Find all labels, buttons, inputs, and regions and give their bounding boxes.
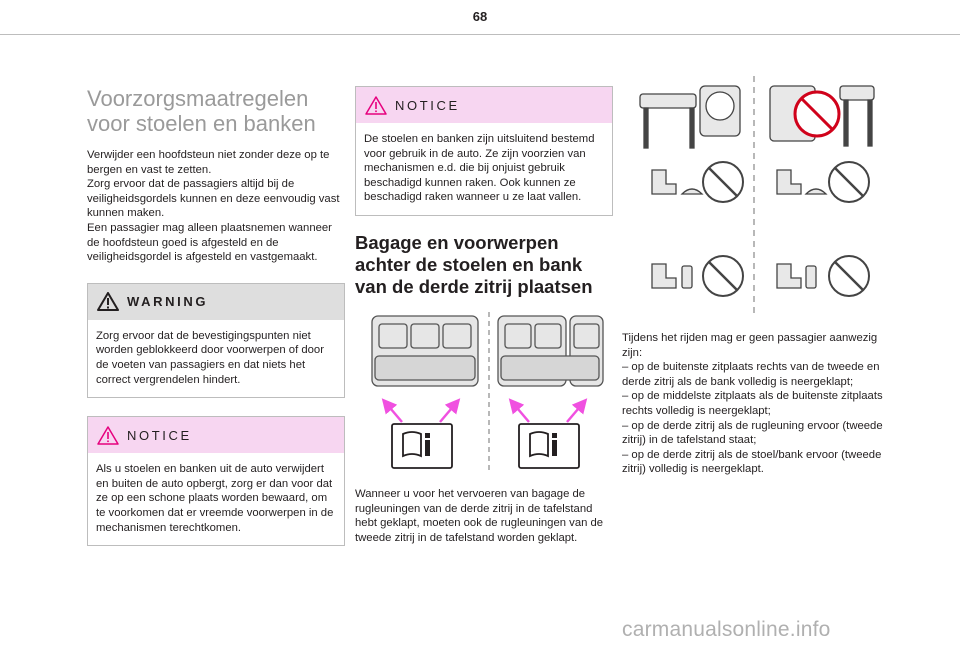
warning-box	[87, 283, 345, 398]
column-3	[622, 76, 887, 477]
notice-box	[87, 416, 345, 546]
column-2	[355, 86, 613, 545]
section-title: Voorzorgsmaatregelen voor stoelen en banken	[87, 86, 316, 136]
notice-triangle-icon	[365, 96, 387, 115]
watermark: carmanualsonline.info	[622, 618, 831, 641]
occupancy-body: Tijdens het rijden mag er geen passagier aanwezig zijn: – op de buitenste zitplaats rechts van de tweede en derde zitrij als de bank volledig is neergeklapt; – op de middelste zitplaats als de buitenste zitplaats rechts volledig is neergeklapt; – op de derde zitrij als de rugleuning ervoor (tweede zitrij) in de tafelstand staat; – op de derde zitrij als de stoel/bank ervoor (tweede zitrij) volledig is neergeklapt.	[622, 332, 883, 476]
occupancy-illustrations	[622, 76, 887, 321]
notice-box-2	[355, 86, 613, 216]
notice-title: NOTICE	[127, 427, 192, 443]
column-1	[87, 86, 345, 546]
seat-table-position-illustration	[355, 312, 613, 472]
warning-body: Zorg ervoor dat de bevestigingspunten niet worden geblokkeerd door voorwerpen of door de voeten van passagiers en dat niets het correct vergrendelen hindert.	[96, 329, 324, 386]
warning-header	[88, 284, 344, 320]
notice-triangle-icon	[97, 426, 119, 445]
no-passenger-diagrams	[622, 76, 887, 316]
folded-seats-illustration	[355, 312, 613, 477]
header-divider	[0, 34, 960, 35]
notice-title-2: NOTICE	[395, 97, 460, 113]
notice-body-2: De stoelen en banken zijn uitsluitend bestemd voor gebruik in de auto. Ze zijn voorzien van mechanismen e.d. die bij onjuist gebruik beschadigd kunnen raken. Ook kunnen ze beschadigd raken wanneer u ze laat vallen.	[364, 133, 595, 204]
page-number: 68	[472, 9, 488, 24]
notice-header	[88, 417, 344, 453]
luggage-body: Wanneer u voor het vervoeren van bagage de rugleuningen van de derde zitrij in de tafelstand hebt geklapt, moeten ook de rugleuningen van de tweede zitrij in de tafelstand worden geklapt.	[355, 487, 604, 544]
warning-triangle-icon	[97, 292, 119, 311]
luggage-section-title: Bagage en voorwerpen achter de stoelen en bank van de derde zitrij plaatsen	[355, 231, 593, 297]
intro-text: Verwijder een hoofdsteun niet zonder deze op te bergen en vast te zetten. Zorg ervoor dat de passagiers altijd bij de veiligheidsgordels kunnen en deze eenvoudig vast kunnen maken. Een passagier mag alleen plaatsnemen wanneer de hoofdsteun goed is afgesteld en de veiligheidsgordel is afgesteld en vastgemaakt.	[87, 149, 340, 264]
notice-body: Als u stoelen en banken uit de auto verwijdert en buiten de auto opbergt, zorg er dan voor dat ze op een schone plaats worden bewaard, om te voorkomen dat er vreemde voorwerpen in de mechanismen terechtkomen.	[96, 463, 334, 534]
warning-title: WARNING	[127, 294, 209, 310]
notice-header-2	[356, 87, 612, 123]
